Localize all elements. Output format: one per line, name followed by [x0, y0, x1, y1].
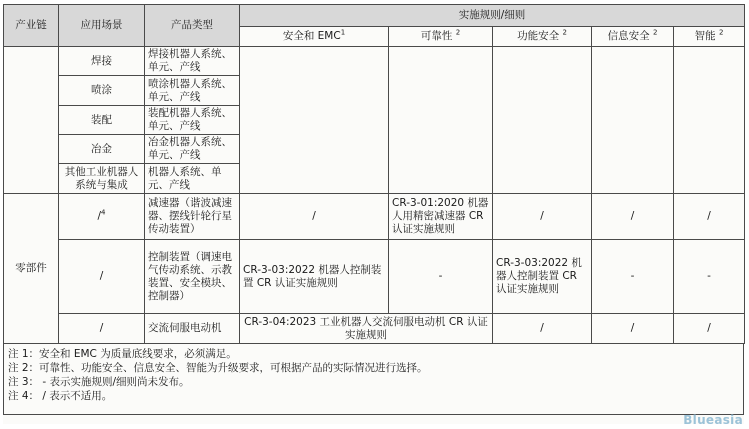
scenario-cell: 装配: [59, 106, 145, 135]
product-cell: 控制装置（调速电气传动系统、示教装置、安全模块、控制器）: [145, 240, 240, 314]
safety-cell: /: [240, 194, 389, 240]
functional-cell: /: [493, 194, 592, 240]
robot-info-cell: [592, 47, 674, 194]
scenario-cell: 冶金: [59, 135, 145, 164]
product-cell: 交流伺服电动机: [145, 314, 240, 344]
note-1: 注 1：安全和 EMC 为质量底线要求，必须满足。: [8, 348, 237, 360]
header-scenario: 应用场景: [59, 5, 145, 47]
scenario-cell: /: [59, 240, 145, 314]
scenario-cell: /$^4$: [59, 194, 145, 240]
robot-smart-cell: [674, 47, 745, 194]
product-cell: 减速器（谐波减速器、摆线针轮行星传动装置）: [145, 194, 240, 240]
robot-chain-cell: [4, 47, 59, 194]
reliability-cell: -: [389, 240, 493, 314]
smart-cell: -: [674, 240, 745, 314]
robot-reliability-cell: [389, 47, 493, 194]
smart-cell: /: [674, 194, 745, 240]
header-reliability: 可靠性 $^2$: [389, 27, 493, 47]
product-cell: 焊接机器人系统、单元、产线: [145, 47, 240, 76]
table-row: [4, 240, 745, 314]
certification-table: [3, 4, 745, 344]
watermark: Blueasia: [683, 413, 743, 427]
robot-safety-cell: [240, 47, 389, 194]
safety-reliability-merged-cell: CR-3-04:2023 工业机器人交流伺服电动机 CR 认证实施规则: [240, 314, 493, 344]
info-cell: -: [592, 240, 674, 314]
functional-cell: CR-3-03:2022 机器人控制装置 CR 认证实施规则: [493, 240, 592, 314]
header-rules: 实施规则/细则: [240, 5, 745, 27]
scenario-cell: /: [59, 314, 145, 344]
smart-cell: /: [674, 314, 745, 344]
header-info-security: 信息安全 $^2$: [592, 27, 674, 47]
functional-cell: /: [493, 314, 592, 344]
scenario-cell: 其他工业机器人系统与集成: [59, 164, 145, 194]
reliability-cell: CR-3-01:2020 机器人用精密减速器 CR 认证实施规则: [389, 194, 493, 240]
header-smart: 智能 $^2$: [674, 27, 745, 47]
robot-functional-cell: [493, 47, 592, 194]
note-4: 注 4： / 表示不适用。: [8, 390, 113, 402]
header-functional-safety: 功能安全 $^2$: [493, 27, 592, 47]
header-safety-emc: 安全和 EMC$^1$: [240, 27, 389, 47]
table-row: [4, 194, 745, 240]
product-cell: 装配机器人系统、单元、产线: [145, 106, 240, 135]
header-chain: 产业链: [4, 5, 59, 47]
note-3: 注 3： - 表示实施规则/细则尚未发布。: [8, 376, 190, 388]
table-row: [4, 47, 745, 76]
product-cell: 机器人系统、单元、产线: [145, 164, 240, 194]
info-cell: /: [592, 194, 674, 240]
scenario-cell: 喷涂: [59, 76, 145, 106]
parts-chain-cell: 零部件: [4, 194, 59, 344]
product-cell: 喷涂机器人系统、单元、产线: [145, 76, 240, 106]
product-cell: 冶金机器人系统、单元、产线: [145, 135, 240, 164]
header-product-type: 产品类型: [145, 5, 240, 47]
document-page: [3, 4, 744, 424]
safety-cell: CR-3-03:2022 机器人控制装置 CR 认证实施规则: [240, 240, 389, 314]
table-row: [4, 314, 745, 344]
note-2: 注 2：可靠性、功能安全、信息安全、智能为升级要求，可根据产品的实际情况进行选择。: [8, 362, 428, 374]
notes-block: [3, 344, 744, 415]
scenario-cell: 焊接: [59, 47, 145, 76]
info-cell: /: [592, 314, 674, 344]
